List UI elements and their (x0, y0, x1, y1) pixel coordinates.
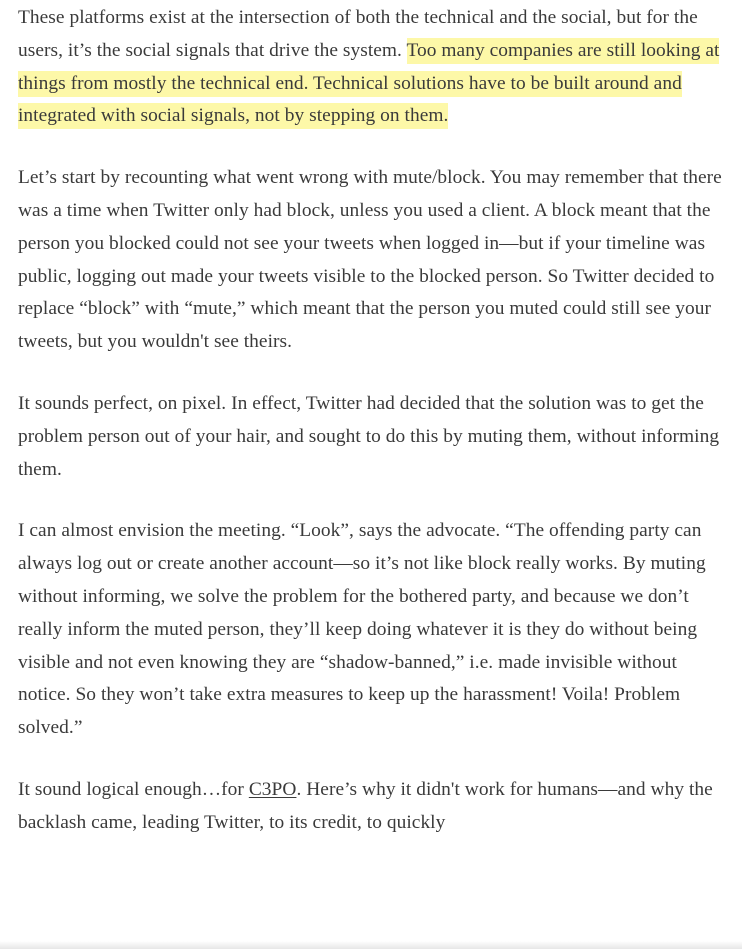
highlighted-quote: Too many companies are still looking at things from mostly the technical end. Technical solutions have to be built around and integrated with social signals, not by stepping on them. (18, 38, 719, 130)
paragraph-5-text-after: . Here’s why it didn't work for humans—and why the backlash came, leading Twitter, to its credit, to quickly (18, 778, 713, 833)
article-body (18, 2, 734, 869)
paragraph-4: I can almost envision the meeting. “Look”, says the advocate. “The offending party can always log out or create another account—so it’s not like block really works. By muting without informing, we solve the problem for the bothered party, and because we don’t really inform the muted person, they’ll keep doing whatever it is they do without being visible and not even knowing they are “shadow-banned,” i.e. made invisible without notice. So they won’t take extra measures to keep up the harassment! Voila! Problem solved.” (18, 520, 706, 739)
paragraph-2: Let’s start by recounting what went wrong with mute/block. You may remember that there was a time when Twitter only had block, unless you used a client. A block meant that the person you blocked could not see your tweets when logged in—but if your timeline was public, logging out made your tweets visible to the blocked person. So Twitter decided to replace “block” with “mute,” which meant that the person you muted could still see your tweets, but you wouldn't see theirs. (18, 167, 722, 353)
c3po-link[interactable]: C3PO (248, 778, 297, 800)
paragraph-5-text-before: It sound logical enough…for (18, 778, 249, 800)
paragraph-5 (18, 774, 734, 840)
paragraph-3: It sounds perfect, on pixel. In effect, Twitter had decided that the solution was to get the problem person out of your hair, and sought to do this by muting them, without informing them. (18, 392, 720, 480)
bottom-fade (0, 941, 742, 949)
paragraph-1-text: These platforms exist at the intersection of both the technical and the social, but for the users, it’s the social signals that drive the system. (18, 7, 698, 61)
paragraph-1 (18, 2, 734, 133)
